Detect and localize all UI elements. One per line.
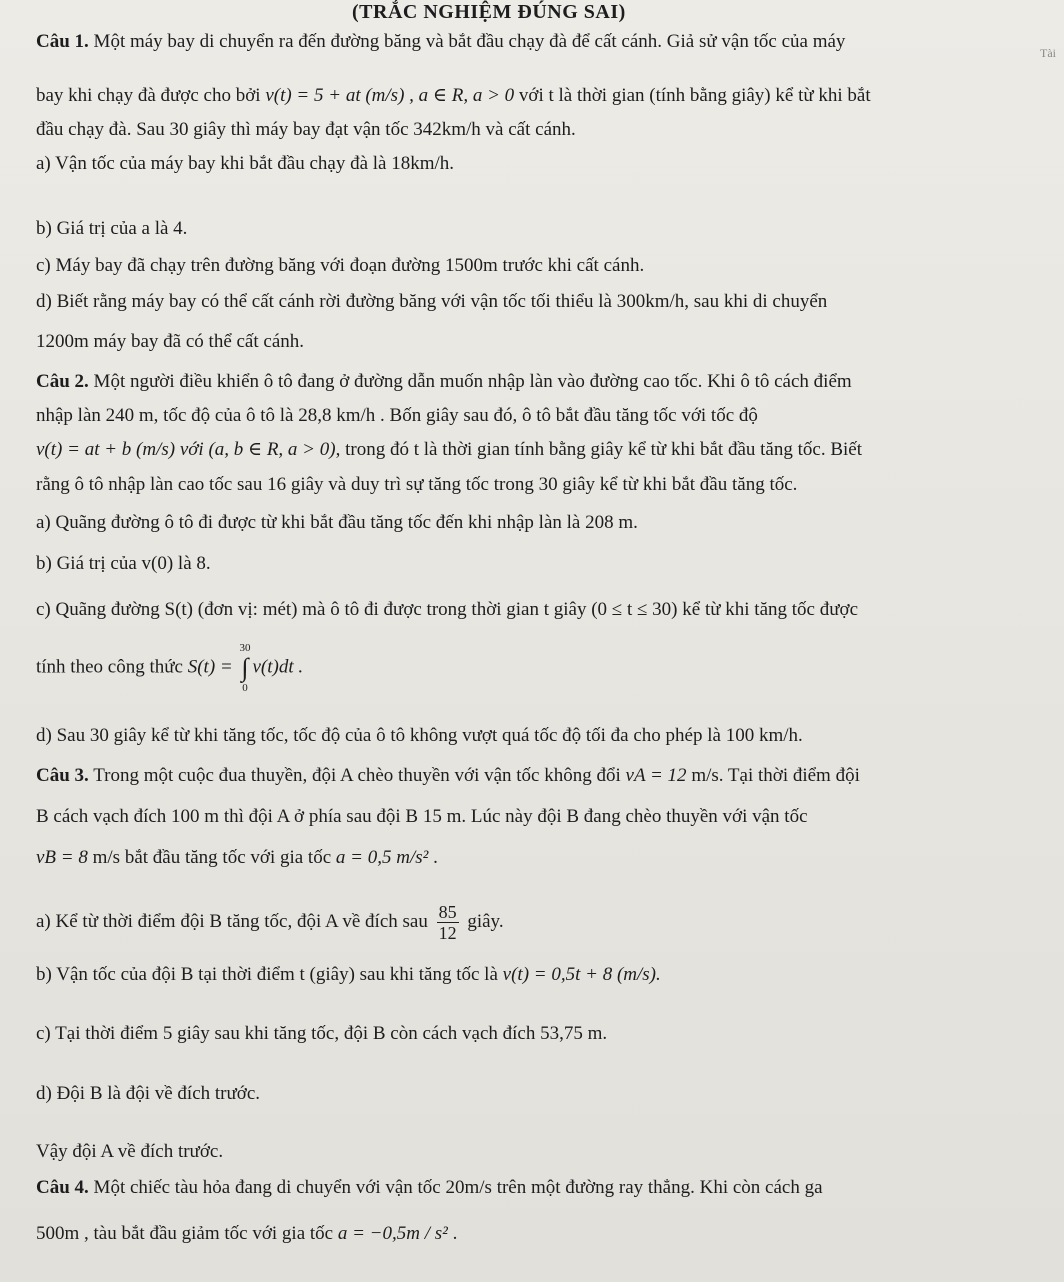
q2-option-b: b) Giá trị của v(0) là 8. — [36, 553, 211, 574]
q1-option-d-line-2: 1200m máy bay đã có thể cất cánh. — [36, 331, 305, 352]
q4-acceleration: a = −0,5m / s² — [337, 1223, 448, 1244]
q3-option-a: a) Kể từ thời điểm đội B tăng tốc, đội A về đích sau $\frac{85}{12}$ giây. — [36, 902, 504, 943]
q3-line-1: Câu 3. Trong một cuộc đua thuyền, đội A chèo thuyền với vận tốc không đổi vA = 12 m/s. Tại thời điểm đội — [36, 765, 860, 786]
fraction-85-12: $\frac{85}{12}$ — [438, 902, 457, 943]
q1-option-a: a) Vận tốc của máy bay khi bắt đầu chạy đà là 18km/h. — [36, 153, 455, 174]
q3-option-b: b) Vận tốc của đội B tại thời điểm t (giây) sau khi tăng tốc là v(t) = 0,5t + 8 (m/s). — [36, 964, 661, 985]
q3-option-c: c) Tại thời điểm 5 giây sau khi tăng tốc, đội B còn cách vạch đích 53,75 m. — [36, 1023, 608, 1044]
q2-line-4: rằng ô tô nhập làn cao tốc sau 16 giây và duy trì sự tăng tốc trong 30 giây kể từ khi bắt đầu tăng tốc. — [36, 474, 798, 495]
q1-option-c: c) Máy bay đã chạy trên đường băng với đoạn đường 1500m trước khi cất cánh. — [36, 255, 645, 276]
q4-label: Câu 4. — [36, 1177, 89, 1198]
q4-line-1: Câu 4. Một chiếc tàu hỏa đang di chuyển với vận tốc 20m/s trên một đường ray thẳng. Khi còn cách ga — [36, 1177, 823, 1198]
q2-option-d: d) Sau 30 giây kể từ khi tăng tốc, tốc độ của ô tô không vượt quá tốc độ tối đa cho phép là 100 km/h. — [36, 725, 803, 746]
q2-line-1: Câu 2. Một người điều khiển ô tô đang ở đường dẫn muốn nhập làn vào đường cao tốc. Khi ô tô cách điểm — [36, 371, 852, 392]
q3-note: Vậy đội A về đích trước. — [36, 1141, 224, 1162]
q3-vb: vB = 8 — [36, 847, 88, 868]
q3-acceleration: a = 0,5 m/s² — [335, 847, 429, 868]
margin-note: Tài — [1040, 46, 1056, 60]
q1-line-1: Câu 1. Một máy bay di chuyển ra đến đường băng và bắt đầu chạy đà để cất cánh. Giả sử vận tốc của máy — [36, 31, 846, 52]
q3-option-d: d) Đội B là đội về đích trước. — [36, 1083, 261, 1104]
q1-option-b: b) Giá trị của a là 4. — [36, 218, 188, 239]
page-title: (TRẮC NGHIỆM ĐÚNG SAI) — [352, 1, 626, 23]
q2-option-c-line-2: tính theo công thức S(t) = 30 ∫ 0 v(t)dt . — [36, 642, 304, 694]
q2-line-3: v(t) = at + b (m/s) với (a, b ∈ R, a > 0), trong đó t là thời gian tính bằng giây kể từ khi bắt đầu tăng tốc. Biết — [36, 439, 862, 460]
q1-option-d-line-1: d) Biết rằng máy bay có thể cất cánh rời đường băng với vận tốc tối thiểu là 300km/h, sau khi di chuyển — [36, 291, 828, 312]
q4-line-2: 500m , tàu bắt đầu giảm tốc với gia tốc a = −0,5m / s² . — [36, 1223, 458, 1244]
q1-label: Câu 1. — [36, 31, 89, 52]
q2-option-a: a) Quãng đường ô tô đi được từ khi bắt đầu tăng tốc đến khi nhập làn là 208 m. — [36, 512, 638, 533]
q3-line-2: B cách vạch đích 100 m thì đội A ở phía sau đội B 15 m. Lúc này đội B đang chèo thuyền với vận tốc — [36, 806, 808, 827]
q1-line-2: bay khi chạy đà được cho bởi v(t) = 5 + at (m/s) , a ∈ R, a > 0 với t là thời gian (tính bằng giây) kể từ khi bắt — [36, 85, 871, 106]
q3-line-3: vB = 8 m/s bắt đầu tăng tốc với gia tốc a = 0,5 m/s² . — [36, 847, 438, 868]
q2-line-2: nhập làn 240 m, tốc độ của ô tô là 28,8 km/h . Bốn giây sau đó, ô tô bắt đầu tăng tốc với tốc độ — [36, 405, 758, 426]
q3-vb-formula: v(t) = 0,5t + 8 (m/s). — [502, 964, 661, 985]
q3-label: Câu 3. — [36, 765, 89, 786]
q3-va: vA = 12 — [625, 765, 687, 786]
q1-line-3: đầu chạy đà. Sau 30 giây thì máy bay đạt vận tốc 342km/h và cất cánh. — [36, 119, 576, 140]
q2-velocity-formula: v(t) = at + b (m/s) với (a, b ∈ R, a > 0) — [36, 439, 336, 460]
integral-sign: 30 ∫ 0 — [239, 642, 251, 694]
q2-label: Câu 2. — [36, 371, 89, 392]
q2-option-c-line-1: c) Quãng đường S(t) (đơn vị: mét) mà ô tô đi được trong thời gian t giây (0 ≤ t ≤ 30) kể từ khi tăng tốc được — [36, 599, 859, 620]
q1-velocity-formula: v(t) = 5 + at (m/s) , a ∈ R, a > 0 — [265, 85, 515, 106]
